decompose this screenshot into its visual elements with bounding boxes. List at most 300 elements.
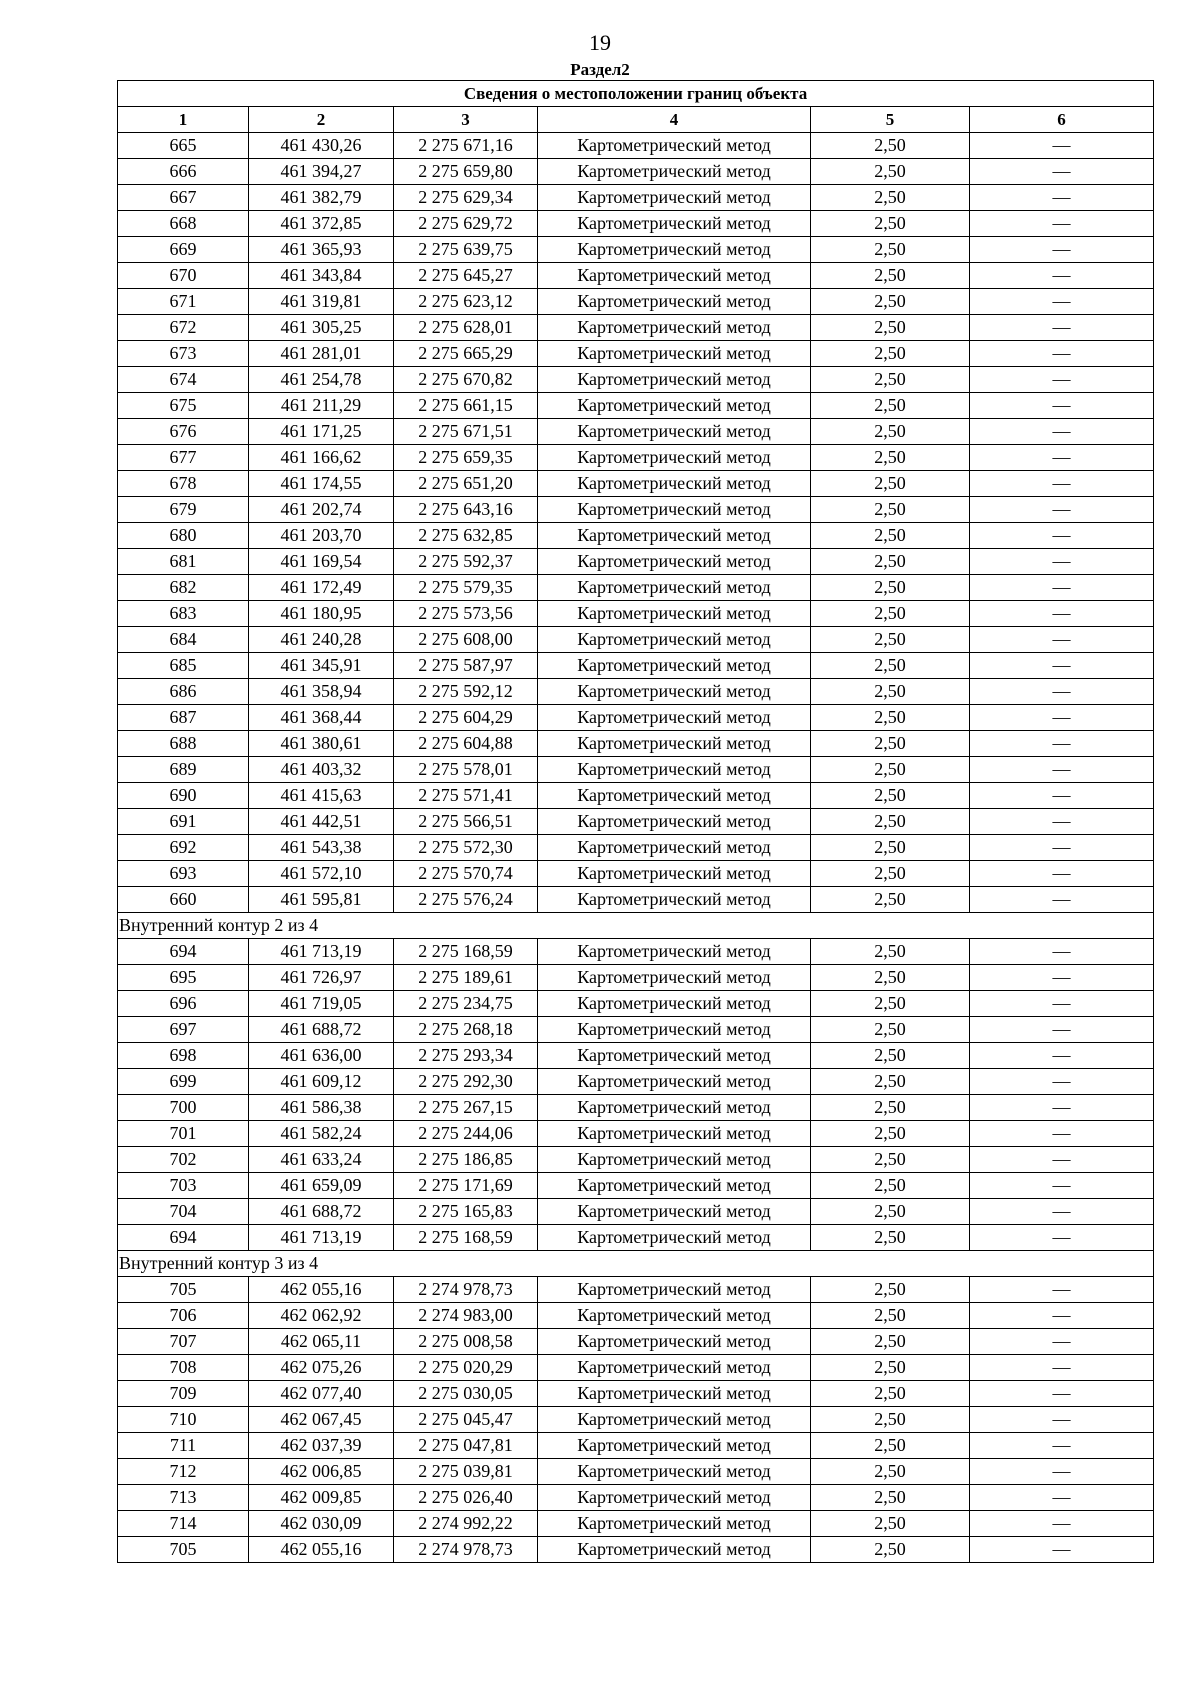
precision-cell: 2,50 <box>811 497 970 523</box>
method-cell: Картометрический метод <box>538 627 811 653</box>
method-cell: Картометрический метод <box>538 393 811 419</box>
table-row <box>118 1303 1154 1329</box>
coord-x-cell: 461 254,78 <box>249 367 394 393</box>
method-cell: Картометрический метод <box>538 237 811 263</box>
table-row <box>118 627 1154 653</box>
description-cell: — <box>970 419 1154 445</box>
point-number-cell: 706 <box>118 1303 249 1329</box>
table-row <box>118 861 1154 887</box>
method-cell: Картометрический метод <box>538 497 811 523</box>
description-cell: — <box>970 939 1154 965</box>
precision-cell: 2,50 <box>811 315 970 341</box>
description-cell: — <box>970 211 1154 237</box>
coord-y-cell: 2 275 604,88 <box>394 731 538 757</box>
description-cell: — <box>970 1069 1154 1095</box>
coord-x-cell: 461 319,81 <box>249 289 394 315</box>
method-cell: Картометрический метод <box>538 1485 811 1511</box>
coord-x-cell: 461 595,81 <box>249 887 394 913</box>
precision-cell: 2,50 <box>811 549 970 575</box>
point-number-cell: 668 <box>118 211 249 237</box>
point-number-cell: 700 <box>118 1095 249 1121</box>
table-row <box>118 393 1154 419</box>
table-row <box>118 1407 1154 1433</box>
method-cell: Картометрический метод <box>538 939 811 965</box>
table-title-row <box>118 81 1154 107</box>
coord-x-cell: 461 636,00 <box>249 1043 394 1069</box>
precision-cell: 2,50 <box>811 705 970 731</box>
description-cell: — <box>970 731 1154 757</box>
coord-y-cell: 2 275 168,59 <box>394 1225 538 1251</box>
point-number-cell: 689 <box>118 757 249 783</box>
coord-y-cell: 2 275 643,16 <box>394 497 538 523</box>
coord-x-cell: 461 365,93 <box>249 237 394 263</box>
table-row <box>118 341 1154 367</box>
point-number-cell: 705 <box>118 1277 249 1303</box>
description-cell: — <box>970 705 1154 731</box>
table-row <box>118 237 1154 263</box>
description-cell: — <box>970 1277 1154 1303</box>
table-row <box>118 445 1154 471</box>
coord-x-cell: 462 065,11 <box>249 1329 394 1355</box>
point-number-cell: 660 <box>118 887 249 913</box>
table-row <box>118 757 1154 783</box>
method-cell: Картометрический метод <box>538 861 811 887</box>
precision-cell: 2,50 <box>811 1407 970 1433</box>
table-row <box>118 705 1154 731</box>
coord-x-cell: 461 380,61 <box>249 731 394 757</box>
description-cell: — <box>970 133 1154 159</box>
precision-cell: 2,50 <box>811 991 970 1017</box>
method-cell: Картометрический метод <box>538 1277 811 1303</box>
coord-y-cell: 2 275 234,75 <box>394 991 538 1017</box>
method-cell: Картометрический метод <box>538 523 811 549</box>
coord-y-cell: 2 275 039,81 <box>394 1459 538 1485</box>
table-title: Сведения о местоположении границ объекта <box>118 81 1154 107</box>
precision-cell: 2,50 <box>811 757 970 783</box>
coord-y-cell: 2 275 651,20 <box>394 471 538 497</box>
coord-y-cell: 2 275 292,30 <box>394 1069 538 1095</box>
coord-y-cell: 2 275 639,75 <box>394 237 538 263</box>
contour-heading-row <box>118 913 1154 939</box>
description-cell: — <box>970 263 1154 289</box>
coord-x-cell: 461 415,63 <box>249 783 394 809</box>
precision-cell: 2,50 <box>811 679 970 705</box>
description-cell: — <box>970 1303 1154 1329</box>
point-number-cell: 707 <box>118 1329 249 1355</box>
description-cell: — <box>970 653 1154 679</box>
point-number-cell: 686 <box>118 679 249 705</box>
point-number-cell: 682 <box>118 575 249 601</box>
coord-y-cell: 2 275 045,47 <box>394 1407 538 1433</box>
method-cell: Картометрический метод <box>538 1173 811 1199</box>
point-number-cell: 676 <box>118 419 249 445</box>
description-cell: — <box>970 1355 1154 1381</box>
table-body <box>118 81 1154 1563</box>
method-cell: Картометрический метод <box>538 1043 811 1069</box>
coord-y-cell: 2 275 632,85 <box>394 523 538 549</box>
method-cell: Картометрический метод <box>538 575 811 601</box>
table-row <box>118 1537 1154 1563</box>
description-cell: — <box>970 497 1154 523</box>
point-number-cell: 702 <box>118 1147 249 1173</box>
coord-y-cell: 2 275 171,69 <box>394 1173 538 1199</box>
point-number-cell: 669 <box>118 237 249 263</box>
precision-cell: 2,50 <box>811 1121 970 1147</box>
table-row <box>118 1017 1154 1043</box>
point-number-cell: 703 <box>118 1173 249 1199</box>
table-row <box>118 1121 1154 1147</box>
coord-y-cell: 2 274 992,22 <box>394 1511 538 1537</box>
table-row <box>118 263 1154 289</box>
coord-y-cell: 2 275 579,35 <box>394 575 538 601</box>
method-cell: Картометрический метод <box>538 419 811 445</box>
coord-y-cell: 2 275 645,27 <box>394 263 538 289</box>
description-cell: — <box>970 1329 1154 1355</box>
coord-y-cell: 2 275 008,58 <box>394 1329 538 1355</box>
method-cell: Картометрический метод <box>538 133 811 159</box>
coord-x-cell: 461 543,38 <box>249 835 394 861</box>
point-number-cell: 695 <box>118 965 249 991</box>
table-row <box>118 887 1154 913</box>
table-row <box>118 1095 1154 1121</box>
precision-cell: 2,50 <box>811 627 970 653</box>
method-cell: Картометрический метод <box>538 1459 811 1485</box>
column-header: 5 <box>811 107 970 133</box>
coord-x-cell: 462 009,85 <box>249 1485 394 1511</box>
point-number-cell: 670 <box>118 263 249 289</box>
method-cell: Картометрический метод <box>538 289 811 315</box>
point-number-cell: 698 <box>118 1043 249 1069</box>
point-number-cell: 683 <box>118 601 249 627</box>
description-cell: — <box>970 185 1154 211</box>
table-row <box>118 783 1154 809</box>
coord-x-cell: 462 055,16 <box>249 1537 394 1563</box>
point-number-cell: 708 <box>118 1355 249 1381</box>
coord-x-cell: 461 174,55 <box>249 471 394 497</box>
coord-x-cell: 461 719,05 <box>249 991 394 1017</box>
precision-cell: 2,50 <box>811 1485 970 1511</box>
table-row <box>118 1355 1154 1381</box>
point-number-cell: 677 <box>118 445 249 471</box>
coord-x-cell: 461 713,19 <box>249 939 394 965</box>
precision-cell: 2,50 <box>811 1069 970 1095</box>
coord-y-cell: 2 275 267,15 <box>394 1095 538 1121</box>
coord-y-cell: 2 275 576,24 <box>394 887 538 913</box>
table-row <box>118 939 1154 965</box>
point-number-cell: 710 <box>118 1407 249 1433</box>
coord-x-cell: 461 343,84 <box>249 263 394 289</box>
precision-cell: 2,50 <box>811 159 970 185</box>
coord-x-cell: 462 075,26 <box>249 1355 394 1381</box>
column-header-row <box>118 107 1154 133</box>
precision-cell: 2,50 <box>811 1147 970 1173</box>
table-row <box>118 133 1154 159</box>
description-cell: — <box>970 1043 1154 1069</box>
precision-cell: 2,50 <box>811 1329 970 1355</box>
method-cell: Картометрический метод <box>538 1433 811 1459</box>
description-cell: — <box>970 575 1154 601</box>
coord-x-cell: 461 633,24 <box>249 1147 394 1173</box>
method-cell: Картометрический метод <box>538 549 811 575</box>
description-cell: — <box>970 601 1154 627</box>
coord-x-cell: 461 688,72 <box>249 1017 394 1043</box>
precision-cell: 2,50 <box>811 1459 970 1485</box>
precision-cell: 2,50 <box>811 601 970 627</box>
method-cell: Картометрический метод <box>538 1381 811 1407</box>
precision-cell: 2,50 <box>811 1511 970 1537</box>
table-row <box>118 419 1154 445</box>
coord-y-cell: 2 275 026,40 <box>394 1485 538 1511</box>
method-cell: Картометрический метод <box>538 315 811 341</box>
table-row <box>118 185 1154 211</box>
column-header: 6 <box>970 107 1154 133</box>
point-number-cell: 672 <box>118 315 249 341</box>
method-cell: Картометрический метод <box>538 783 811 809</box>
precision-cell: 2,50 <box>811 133 970 159</box>
coord-y-cell: 2 274 978,73 <box>394 1277 538 1303</box>
coord-y-cell: 2 275 572,30 <box>394 835 538 861</box>
coord-x-cell: 461 430,26 <box>249 133 394 159</box>
precision-cell: 2,50 <box>811 653 970 679</box>
description-cell: — <box>970 471 1154 497</box>
coord-x-cell: 461 368,44 <box>249 705 394 731</box>
precision-cell: 2,50 <box>811 1433 970 1459</box>
table-row <box>118 601 1154 627</box>
description-cell: — <box>970 1407 1154 1433</box>
point-number-cell: 675 <box>118 393 249 419</box>
column-header: 2 <box>249 107 394 133</box>
precision-cell: 2,50 <box>811 861 970 887</box>
description-cell: — <box>970 835 1154 861</box>
coord-y-cell: 2 275 566,51 <box>394 809 538 835</box>
coord-x-cell: 461 394,27 <box>249 159 394 185</box>
coord-y-cell: 2 275 293,34 <box>394 1043 538 1069</box>
coord-y-cell: 2 274 983,00 <box>394 1303 538 1329</box>
coord-y-cell: 2 275 629,34 <box>394 185 538 211</box>
precision-cell: 2,50 <box>811 1381 970 1407</box>
point-number-cell: 685 <box>118 653 249 679</box>
coord-x-cell: 461 240,28 <box>249 627 394 653</box>
point-number-cell: 679 <box>118 497 249 523</box>
method-cell: Картометрический метод <box>538 835 811 861</box>
precision-cell: 2,50 <box>811 1277 970 1303</box>
precision-cell: 2,50 <box>811 1355 970 1381</box>
precision-cell: 2,50 <box>811 523 970 549</box>
point-number-cell: 692 <box>118 835 249 861</box>
precision-cell: 2,50 <box>811 575 970 601</box>
coord-x-cell: 461 358,94 <box>249 679 394 705</box>
point-number-cell: 678 <box>118 471 249 497</box>
coord-y-cell: 2 275 168,59 <box>394 939 538 965</box>
description-cell: — <box>970 809 1154 835</box>
coord-y-cell: 2 275 587,97 <box>394 653 538 679</box>
method-cell: Картометрический метод <box>538 705 811 731</box>
description-cell: — <box>970 1147 1154 1173</box>
point-number-cell: 687 <box>118 705 249 731</box>
coord-y-cell: 2 275 604,29 <box>394 705 538 731</box>
description-cell: — <box>970 341 1154 367</box>
description-cell: — <box>970 887 1154 913</box>
description-cell: — <box>970 367 1154 393</box>
point-number-cell: 688 <box>118 731 249 757</box>
point-number-cell: 705 <box>118 1537 249 1563</box>
method-cell: Картометрический метод <box>538 1069 811 1095</box>
method-cell: Картометрический метод <box>538 1225 811 1251</box>
table-row <box>118 965 1154 991</box>
method-cell: Картометрический метод <box>538 471 811 497</box>
coord-x-cell: 461 171,25 <box>249 419 394 445</box>
description-cell: — <box>970 757 1154 783</box>
table-row <box>118 497 1154 523</box>
table-row <box>118 653 1154 679</box>
method-cell: Картометрический метод <box>538 809 811 835</box>
description-cell: — <box>970 289 1154 315</box>
precision-cell: 2,50 <box>811 731 970 757</box>
table-row <box>118 809 1154 835</box>
method-cell: Картометрический метод <box>538 653 811 679</box>
coord-x-cell: 461 688,72 <box>249 1199 394 1225</box>
table-row <box>118 523 1154 549</box>
precision-cell: 2,50 <box>811 185 970 211</box>
precision-cell: 2,50 <box>811 1303 970 1329</box>
table-row <box>118 1069 1154 1095</box>
table-row <box>118 731 1154 757</box>
method-cell: Картометрический метод <box>538 263 811 289</box>
precision-cell: 2,50 <box>811 445 970 471</box>
description-cell: — <box>970 1485 1154 1511</box>
description-cell: — <box>970 1173 1154 1199</box>
coord-y-cell: 2 275 573,56 <box>394 601 538 627</box>
precision-cell: 2,50 <box>811 783 970 809</box>
description-cell: — <box>970 991 1154 1017</box>
method-cell: Картометрический метод <box>538 185 811 211</box>
coord-x-cell: 461 659,09 <box>249 1173 394 1199</box>
point-number-cell: 665 <box>118 133 249 159</box>
table-row <box>118 575 1154 601</box>
point-number-cell: 667 <box>118 185 249 211</box>
table-row <box>118 211 1154 237</box>
point-number-cell: 694 <box>118 939 249 965</box>
description-cell: — <box>970 861 1154 887</box>
contour-heading: Внутренний контур 3 из 4 <box>118 1251 1154 1277</box>
description-cell: — <box>970 159 1154 185</box>
table-row <box>118 1199 1154 1225</box>
method-cell: Картометрический метод <box>538 367 811 393</box>
precision-cell: 2,50 <box>811 1199 970 1225</box>
table-row <box>118 679 1154 705</box>
method-cell: Картометрический метод <box>538 1095 811 1121</box>
coord-x-cell: 461 211,29 <box>249 393 394 419</box>
description-cell: — <box>970 1511 1154 1537</box>
table-row <box>118 367 1154 393</box>
table-row <box>118 471 1154 497</box>
description-cell: — <box>970 783 1154 809</box>
table-row <box>118 1277 1154 1303</box>
coord-y-cell: 2 275 186,85 <box>394 1147 538 1173</box>
method-cell: Картометрический метод <box>538 965 811 991</box>
method-cell: Картометрический метод <box>538 1147 811 1173</box>
table-row <box>118 1225 1154 1251</box>
coord-x-cell: 461 202,74 <box>249 497 394 523</box>
boundary-coordinates-table <box>117 80 1154 1563</box>
description-cell: — <box>970 549 1154 575</box>
point-number-cell: 691 <box>118 809 249 835</box>
precision-cell: 2,50 <box>811 939 970 965</box>
precision-cell: 2,50 <box>811 393 970 419</box>
precision-cell: 2,50 <box>811 809 970 835</box>
coord-y-cell: 2 275 623,12 <box>394 289 538 315</box>
coord-x-cell: 462 006,85 <box>249 1459 394 1485</box>
coord-y-cell: 2 275 661,15 <box>394 393 538 419</box>
description-cell: — <box>970 523 1154 549</box>
column-header: 3 <box>394 107 538 133</box>
table-row <box>118 1043 1154 1069</box>
method-cell: Картометрический метод <box>538 887 811 913</box>
coord-x-cell: 461 203,70 <box>249 523 394 549</box>
table-row <box>118 289 1154 315</box>
description-cell: — <box>970 1433 1154 1459</box>
coord-y-cell: 2 275 578,01 <box>394 757 538 783</box>
precision-cell: 2,50 <box>811 1537 970 1563</box>
coord-y-cell: 2 275 629,72 <box>394 211 538 237</box>
point-number-cell: 713 <box>118 1485 249 1511</box>
coord-y-cell: 2 275 570,74 <box>394 861 538 887</box>
point-number-cell: 699 <box>118 1069 249 1095</box>
table-row <box>118 1147 1154 1173</box>
method-cell: Картометрический метод <box>538 445 811 471</box>
coord-y-cell: 2 275 165,83 <box>394 1199 538 1225</box>
method-cell: Картометрический метод <box>538 1121 811 1147</box>
precision-cell: 2,50 <box>811 289 970 315</box>
coord-x-cell: 461 281,01 <box>249 341 394 367</box>
point-number-cell: 697 <box>118 1017 249 1043</box>
description-cell: — <box>970 393 1154 419</box>
table-row <box>118 991 1154 1017</box>
table-row <box>118 159 1154 185</box>
coord-y-cell: 2 275 189,61 <box>394 965 538 991</box>
point-number-cell: 714 <box>118 1511 249 1537</box>
precision-cell: 2,50 <box>811 835 970 861</box>
point-number-cell: 704 <box>118 1199 249 1225</box>
description-cell: — <box>970 1095 1154 1121</box>
coord-x-cell: 461 713,19 <box>249 1225 394 1251</box>
coord-x-cell: 462 037,39 <box>249 1433 394 1459</box>
precision-cell: 2,50 <box>811 263 970 289</box>
table-row <box>118 1511 1154 1537</box>
coord-y-cell: 2 275 671,51 <box>394 419 538 445</box>
method-cell: Картометрический метод <box>538 159 811 185</box>
coord-x-cell: 461 305,25 <box>249 315 394 341</box>
point-number-cell: 711 <box>118 1433 249 1459</box>
method-cell: Картометрический метод <box>538 1017 811 1043</box>
coord-y-cell: 2 275 020,29 <box>394 1355 538 1381</box>
method-cell: Картометрический метод <box>538 1537 811 1563</box>
method-cell: Картометрический метод <box>538 211 811 237</box>
point-number-cell: 690 <box>118 783 249 809</box>
method-cell: Картометрический метод <box>538 1511 811 1537</box>
method-cell: Картометрический метод <box>538 1355 811 1381</box>
table-row <box>118 835 1154 861</box>
point-number-cell: 712 <box>118 1459 249 1485</box>
coord-x-cell: 461 169,54 <box>249 549 394 575</box>
coord-y-cell: 2 275 608,00 <box>394 627 538 653</box>
table-row <box>118 1485 1154 1511</box>
coord-y-cell: 2 275 571,41 <box>394 783 538 809</box>
precision-cell: 2,50 <box>811 419 970 445</box>
page-number: 19 <box>589 30 611 55</box>
column-header: 4 <box>538 107 811 133</box>
coord-x-cell: 461 180,95 <box>249 601 394 627</box>
